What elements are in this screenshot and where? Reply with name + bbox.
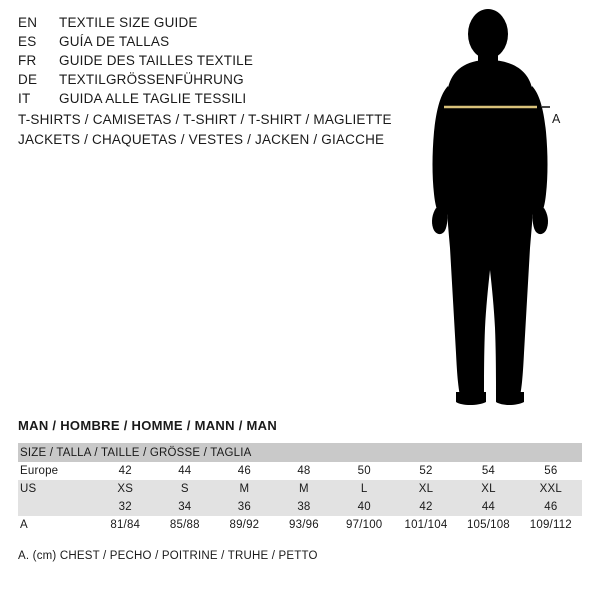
language-row: [18, 34, 378, 53]
table-cell: 40: [357, 501, 371, 513]
language-title: GUÍA DE TALLAS: [59, 34, 170, 49]
table-cell: 48: [297, 465, 311, 477]
table-cell: 44: [178, 465, 192, 477]
table-cell: 97/100: [346, 519, 383, 531]
table-cell: 56: [544, 465, 558, 477]
category-tshirts: T-SHIRTS / CAMISETAS / T-SHIRT / T-SHIRT / MAGLIETTE: [18, 112, 392, 127]
table-cell: 85/88: [169, 519, 200, 531]
language-code: EN: [18, 15, 38, 30]
table-cell: 42: [118, 465, 132, 477]
table-cell: 36: [237, 501, 251, 513]
table-cell: 93/96: [289, 519, 319, 531]
table-cell: S: [180, 483, 189, 495]
language-row: [18, 15, 378, 34]
language-code: IT: [18, 91, 31, 106]
row-label-us: US: [20, 483, 37, 495]
language-row: [18, 91, 378, 110]
male-silhouette-figure: [400, 8, 600, 408]
row-label-us-numeric: [18, 498, 95, 516]
table-cell: 38: [297, 501, 311, 513]
category-jackets: JACKETS / CHAQUETAS / VESTES / JACKEN / GIACCHE: [18, 132, 385, 147]
table-cell: 42: [419, 501, 433, 513]
language-title: GUIDA ALLE TAGLIE TESSILI: [59, 91, 247, 106]
table-header-row: [18, 443, 582, 462]
table-cell: XL: [418, 483, 434, 495]
table-cell: 81/84: [110, 519, 141, 531]
language-row: [18, 53, 378, 72]
table-cell: XXL: [539, 483, 562, 495]
footnote-chest-measure: A. (cm) CHEST / PECHO / POITRINE / TRUHE / PETTO: [18, 550, 318, 562]
table-cell: 89/92: [229, 519, 260, 531]
table-cell: XS: [117, 483, 134, 495]
table-cell: M: [299, 483, 309, 495]
language-title: TEXTILGRÖSSENFÜHRUNG: [59, 72, 244, 87]
language-title: TEXTILE SIZE GUIDE: [59, 15, 198, 30]
table-cell: 52: [419, 465, 433, 477]
table-header-label: SIZE / TALLA / TAILLE / GRÖSSE / TAGLIA: [20, 446, 252, 459]
language-title: GUIDE DES TAILLES TEXTILE: [59, 53, 254, 68]
table-cell: 101/104: [404, 519, 448, 531]
language-code: FR: [18, 53, 37, 68]
silhouette-svg: [400, 8, 600, 408]
table-row: [18, 480, 582, 498]
table-row: [18, 516, 582, 534]
language-code: DE: [18, 72, 38, 87]
table-cell: 46: [237, 465, 251, 477]
table-cell: 32: [118, 501, 132, 513]
row-label-chest: A: [20, 519, 28, 531]
table-row: [18, 498, 582, 516]
table-cell: 54: [481, 465, 496, 477]
garment-category-list: [18, 110, 398, 150]
size-table: [18, 443, 582, 534]
table-cell: 34: [178, 501, 192, 513]
table-cell: 50: [357, 465, 371, 477]
language-row: [18, 72, 378, 91]
measure-marker-label: A: [552, 112, 561, 126]
table-cell: XL: [481, 483, 496, 495]
language-list: [18, 15, 378, 110]
table-cell: 105/108: [466, 519, 510, 531]
language-code: ES: [18, 34, 37, 49]
row-label-europe: Europe: [20, 465, 59, 477]
table-row: [18, 462, 582, 480]
table-cell: 44: [481, 501, 496, 513]
table-cell: 46: [544, 501, 558, 513]
table-cell: M: [239, 483, 250, 495]
table-cell: L: [360, 483, 368, 495]
section-heading-man: MAN / HOMBRE / HOMME / MANN / MAN: [18, 418, 278, 433]
table-cell: 109/112: [529, 519, 572, 531]
